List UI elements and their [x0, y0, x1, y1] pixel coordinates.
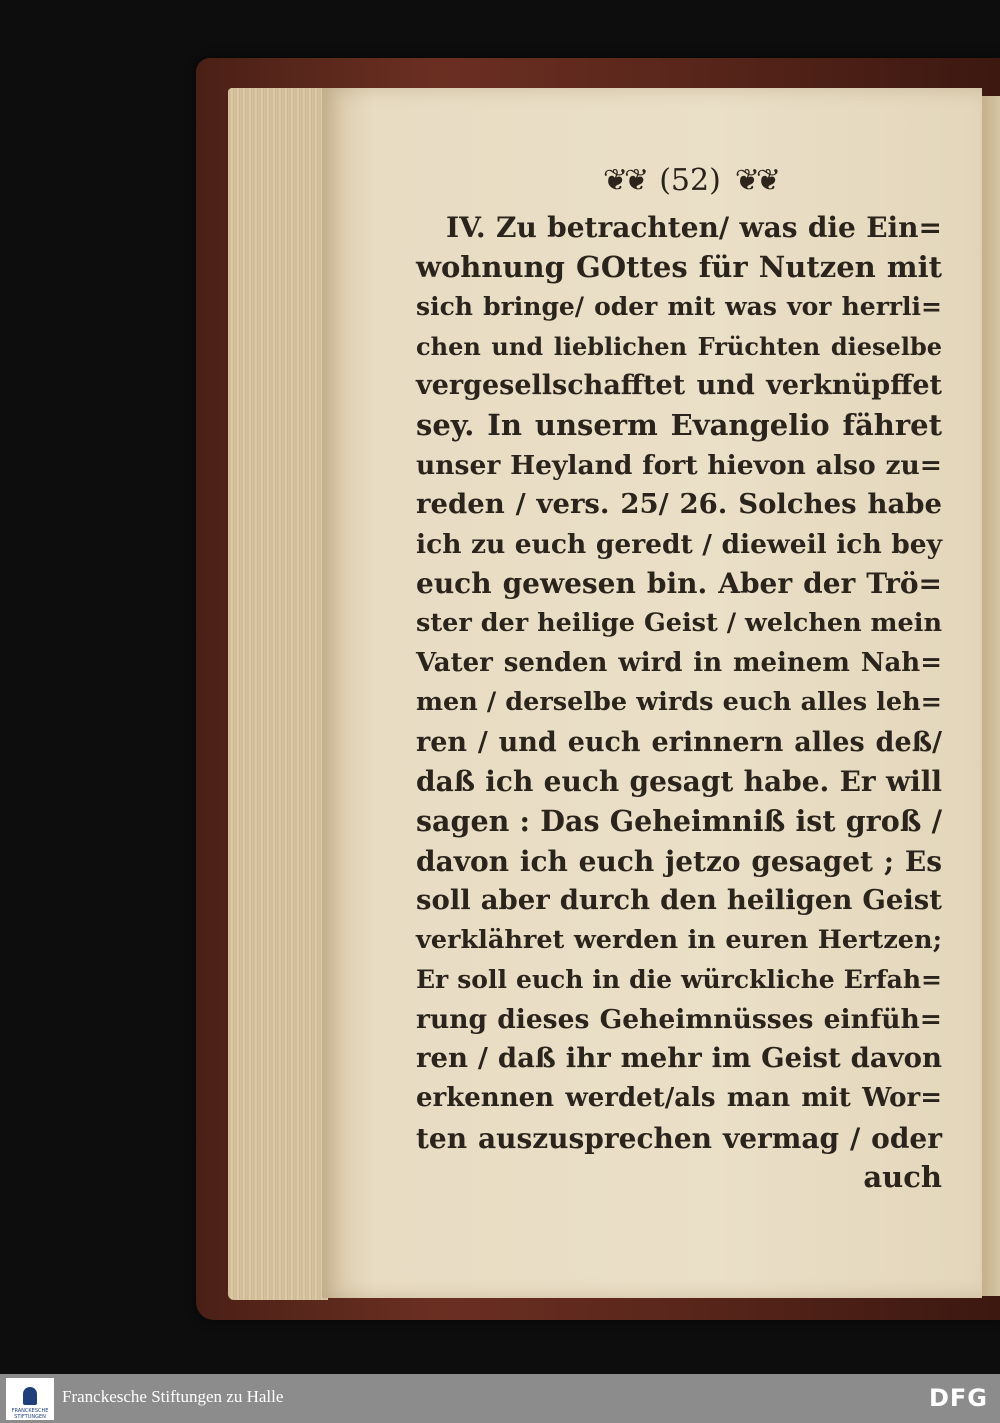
- ornament-right-icon: ❦❦: [734, 162, 778, 198]
- page-edges: [228, 88, 328, 1300]
- text-line: sey. In unserm Evangelio fähret: [416, 407, 942, 442]
- text-line: Er soll euch in die würckliche Erfah=: [416, 965, 942, 995]
- text-line: sagen : Das Geheimniß ist groß /: [416, 803, 942, 838]
- page-text: [416, 208, 942, 1198]
- text-line: daß ich euch gesagt habe. Er will: [416, 765, 942, 799]
- text-line: unser Heyland fort hievon also zu=: [416, 449, 942, 481]
- ornament-left-icon: ❦❦: [602, 162, 646, 198]
- dfg-logo[interactable]: DFG: [928, 1384, 988, 1412]
- text-line: ich zu euch geredt / dieweil ich bey: [416, 528, 942, 560]
- text-line: rung dieses Geheimnüsses einfüh=: [416, 1003, 942, 1035]
- text-line: men / derselbe wirds euch alles leh=: [416, 687, 942, 718]
- text-line: Vater senden wird in meinem Nah=: [416, 647, 942, 678]
- text-line: ren / daß ihr mehr im Geist davon: [416, 1042, 942, 1075]
- text-line: euch gewesen bin. Aber der Trö=: [416, 567, 942, 601]
- text-line: IV. Zu betrachten/ was die Ein=: [446, 211, 942, 244]
- text-line: verklähret werden in euren Hertzen;: [416, 924, 942, 955]
- viewer-footer: [0, 1374, 1000, 1423]
- page-number: (52): [659, 162, 721, 198]
- text-line: soll aber durch den heiligen Geist: [416, 884, 942, 917]
- text-line: ten auszusprechen vermag / oder: [416, 1121, 942, 1155]
- text-line: erkennen werdet/als man mit Wor=: [416, 1083, 942, 1114]
- logo-figure-icon: [23, 1387, 37, 1405]
- institution-logo[interactable]: [6, 1378, 54, 1420]
- catchword: auch: [863, 1160, 942, 1195]
- text-line: chen und lieblichen Früchten dieselbe: [416, 331, 942, 361]
- text-line: ren / und euch erinnern alles deß/: [416, 726, 942, 758]
- institution-name[interactable]: Franckesche Stiftungen zu Halle: [62, 1387, 284, 1406]
- text-line: reden / vers. 25/ 26. Solches habe: [416, 488, 942, 521]
- page-header: [570, 158, 810, 202]
- text-line: wohnung GOttes für Nutzen mit: [416, 249, 942, 284]
- text-line: davon ich euch jetzo gesaget ; Es: [416, 844, 942, 878]
- text-line: sich bringe/ oder mit was vor herrli=: [416, 292, 942, 322]
- logo-text: FRANCKESCHE STIFTUNGEN: [11, 1408, 49, 1420]
- text-line: vergesellschafftet und verknüpffet: [416, 370, 942, 402]
- text-line: ster der heilige Geist / welchen mein: [416, 607, 942, 638]
